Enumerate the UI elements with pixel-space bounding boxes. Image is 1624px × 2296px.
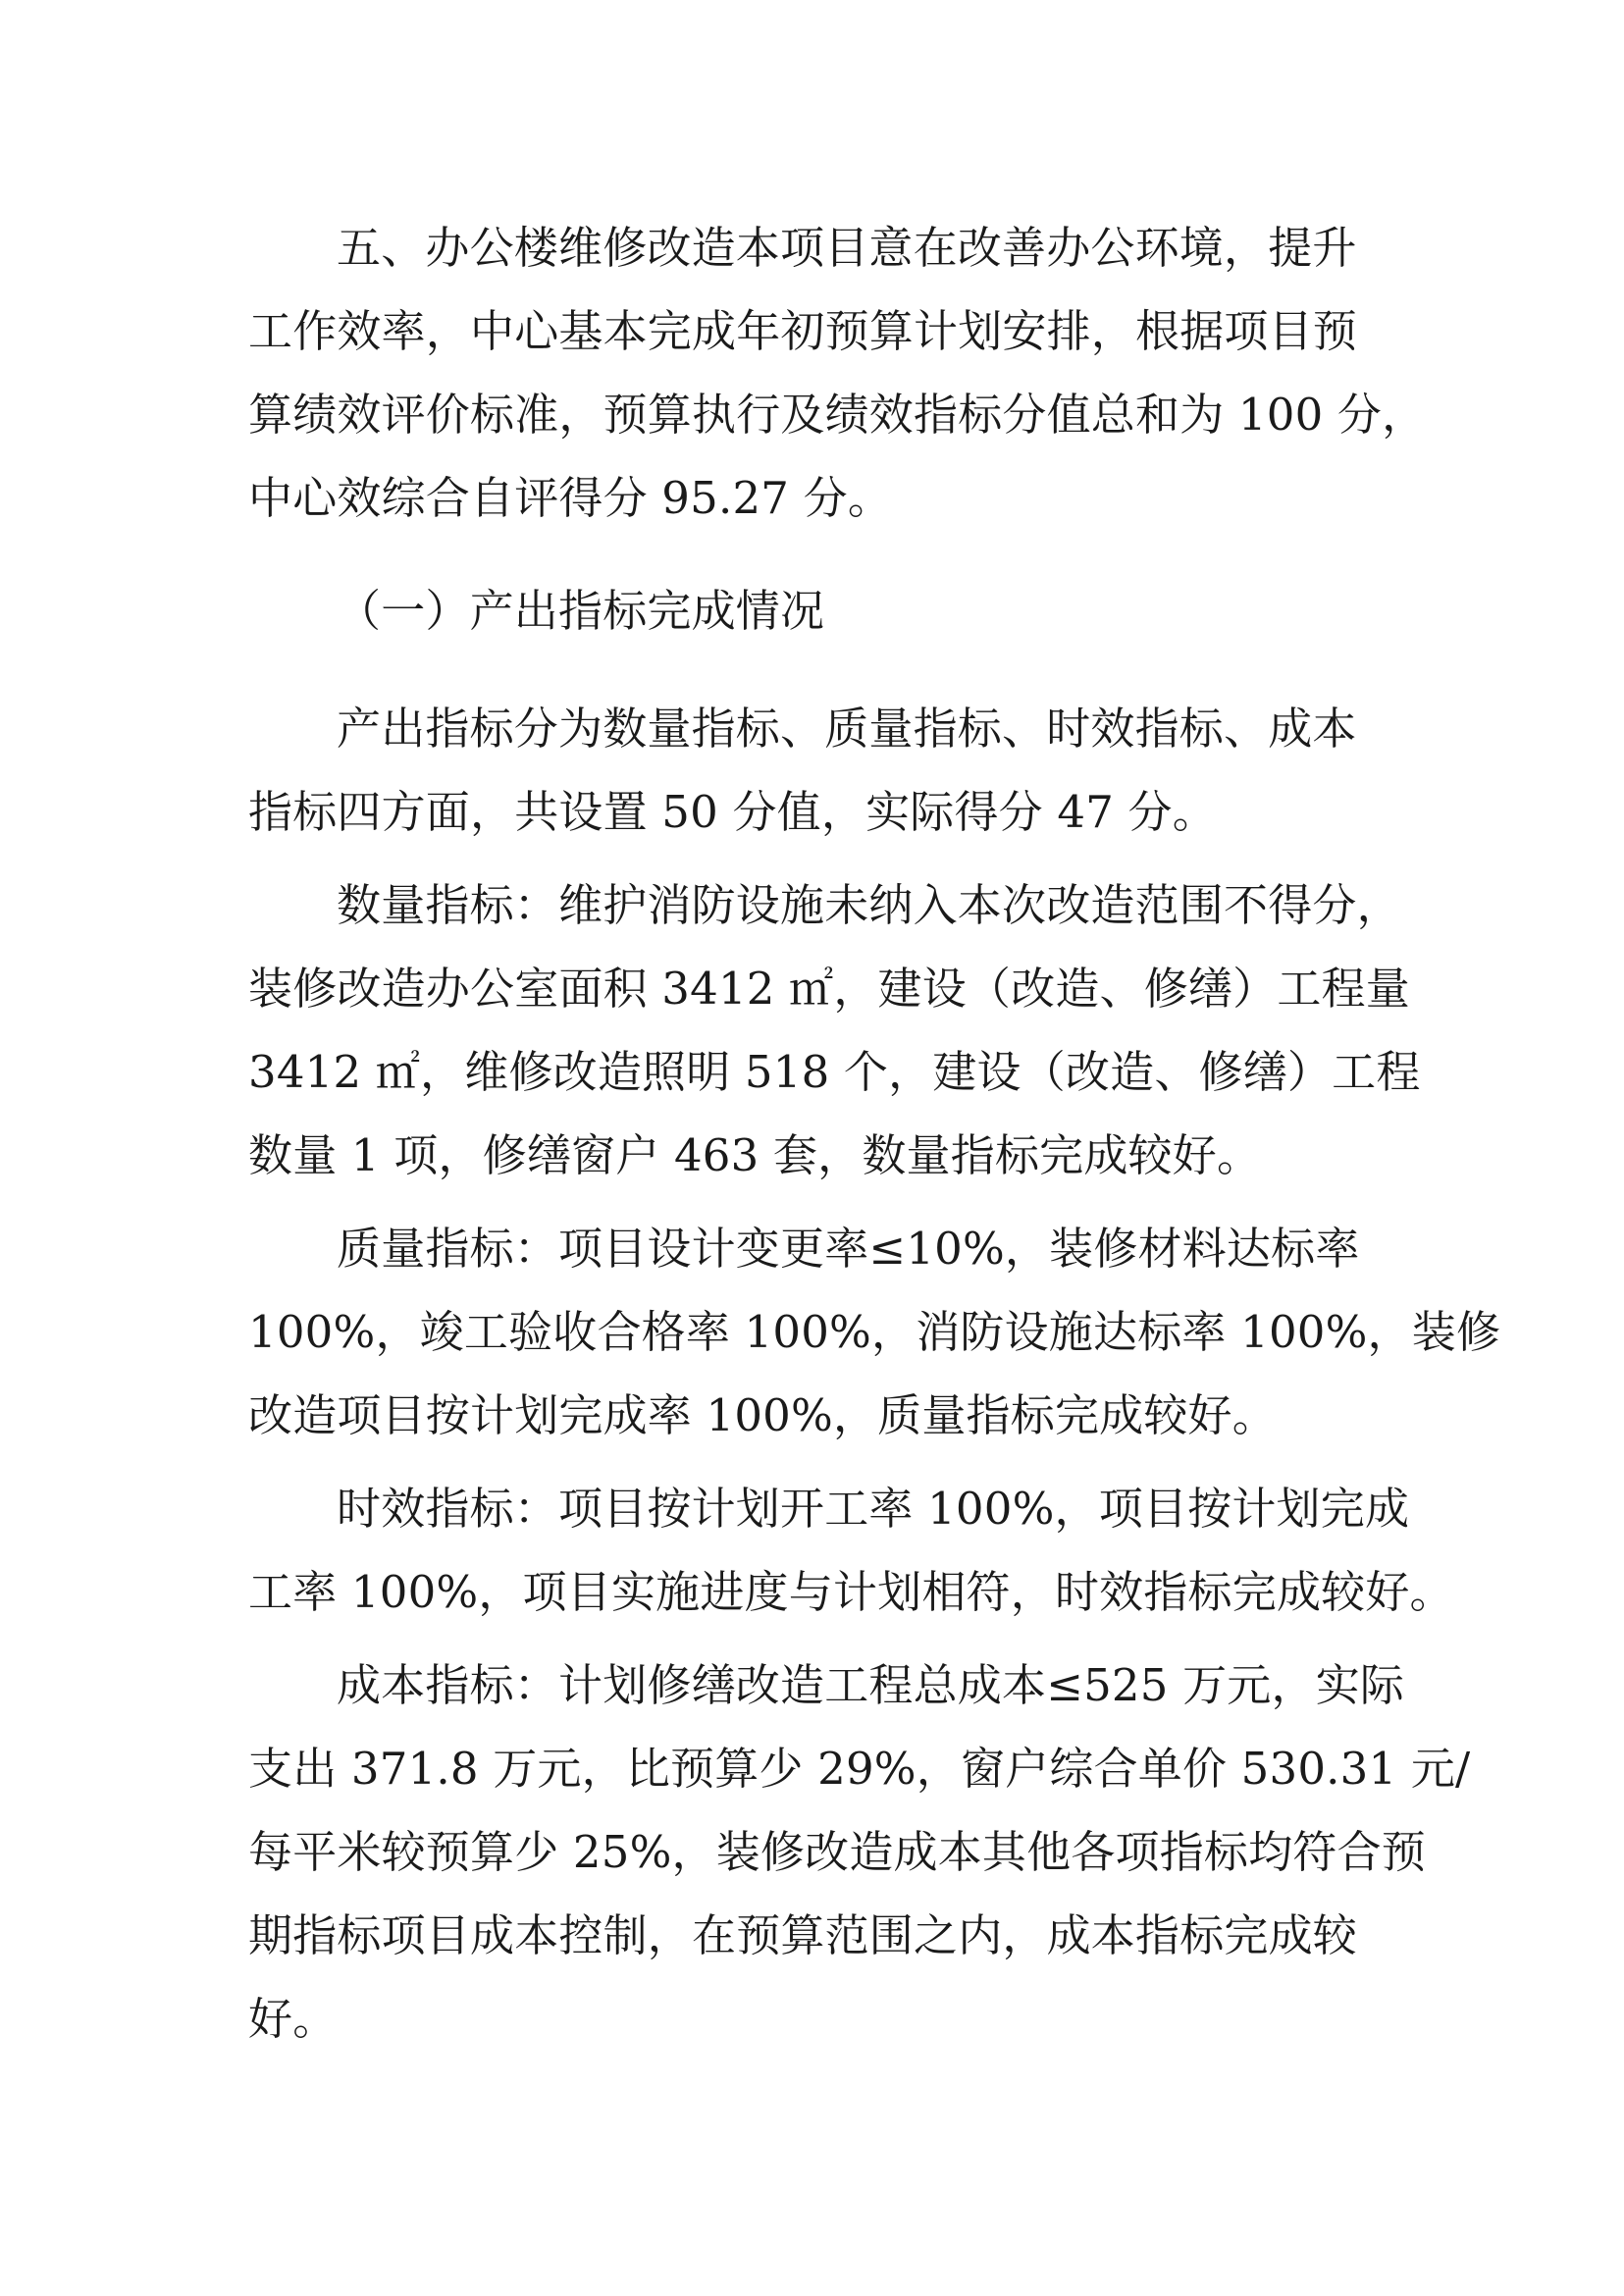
quality-line-2: 100%，竣工验收合格率 100%，消防设施达标率 100%，装修: [248, 1306, 1501, 1358]
cost-line-1: 成本指标：计划修缮改造工程总成本≤525 万元，实际: [337, 1659, 1405, 1711]
quality-line-1: 质量指标：项目设计变更率≤10%，装修材料达标率: [337, 1223, 1360, 1275]
timeliness-line-1: 时效指标：项目按计划开工率 100%，项目按计划完成: [337, 1483, 1410, 1535]
cost-line-3: 每平米较预算少 25%，装修改造成本其他各项指标均符合预: [248, 1826, 1426, 1878]
quantity-line-2: 装修改造办公室面积 3412 ㎡，建设（改造、修缮）工程量: [248, 963, 1410, 1015]
quality-line-3: 改造项目按计划完成率 100%，质量指标完成较好。: [248, 1389, 1277, 1441]
quantity-line-4: 数量 1 项，修缮窗户 463 套，数量指标完成较好。: [248, 1129, 1262, 1181]
quantity-line-1: 数量指标：维护消防设施未纳入本次改造范围不得分，: [337, 879, 1401, 931]
cost-line-2: 支出 371.8 万元，比预算少 29%，窗户综合单价 530.31 元/: [248, 1743, 1471, 1795]
cost-line-5: 好。: [248, 1993, 338, 2045]
timeliness-line-2: 工率 100%，项目实施进度与计划相符，时效指标完成较好。: [248, 1566, 1454, 1618]
section-five-line-2: 工作效率，中心基本完成年初预算计划安排，根据项目预: [248, 305, 1358, 357]
cost-line-4: 期指标项目成本控制，在预算范围之内，成本指标完成较: [248, 1909, 1358, 1961]
subsection-heading: （一）产出指标完成情况: [337, 585, 825, 637]
section-five-line-4: 中心效综合自评得分 95.27 分。: [248, 472, 893, 524]
output-intro-line-1: 产出指标分为数量指标、质量指标、时效指标、成本: [337, 703, 1357, 755]
output-intro-line-2: 指标四方面，共设置 50 分值，实际得分 47 分。: [248, 786, 1217, 838]
quantity-line-3: 3412 ㎡，维修改造照明 518 个，建设（改造、修缮）工程: [248, 1046, 1421, 1098]
section-five-line-1: 五、办公楼维修改造本项目意在改善办公环境，提升: [337, 222, 1357, 274]
section-five-line-3: 算绩效评价标准，预算执行及绩效指标分值总和为 100 分，: [248, 389, 1427, 441]
